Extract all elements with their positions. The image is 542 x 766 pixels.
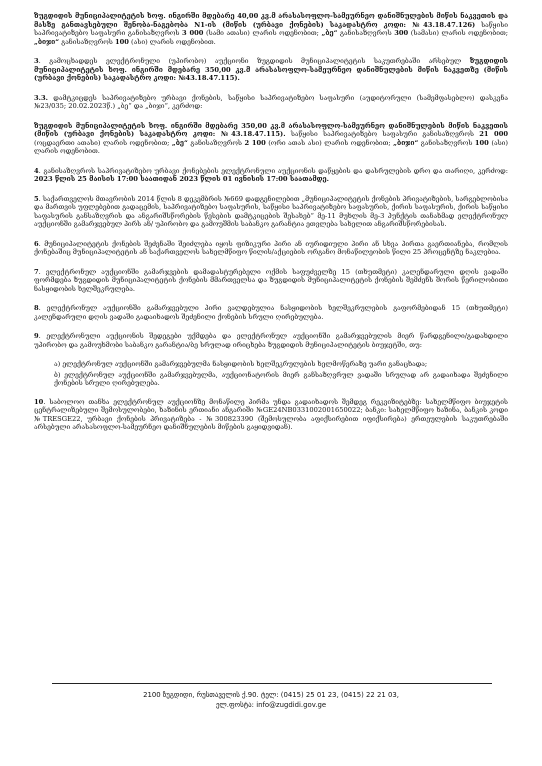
paragraph-8-text: . ელექტრონულ აუქციონში გამარჯვებული პირი ვალდებულია ნასყიდობის ხელშეკრულების გაფორმებიდან 15 (თხუთმეტი) კალენდარული დღის ვადაში გადაიხადოს შეძენილი ქონების სრული ღირებულება.: [34, 304, 508, 321]
paragraph-3-3: [34, 94, 508, 111]
paragraph-number: 7: [34, 267, 39, 276]
paragraph-3-3-details-text: (ასი) ლარის ოდენობით.: [34, 138, 508, 155]
paragraph-number: 6: [34, 239, 39, 248]
paragraph-intro-text: (სამი ათასი) ლარის ოდენობით;: [203, 29, 322, 37]
paragraph-intro-text: (სამასი) ლარის ოდენობით;: [408, 29, 508, 37]
paragraph-intro-subject: ზუგდიდის მუნიციპალიტეტის ხოფ. ინგირში მდებარე 40,00 კვ.მ არასასოფლო-სამეურნეო დანიშნულების მიწის ნაკვეთის და მასზე განთავსებული შენობა-ნაგებობა N1-ის (მიწის (ურბავი ქონების) საკადასტრო კოდი: №43.18.47.126): [34, 12, 508, 29]
paragraph-9-conditions: [34, 360, 508, 388]
paragraph-number: 10: [34, 397, 44, 406]
paragraph-number: 5: [34, 194, 39, 203]
footer-email-link[interactable]: info@zugdidi.gov.ge: [256, 701, 327, 709]
paragraph-3-3-details-text: განისაზღვროს: [418, 138, 475, 147]
paragraph-8: [34, 304, 508, 321]
page-footer: [0, 690, 542, 710]
paragraph-5-text: . საქართველოს მთავრობის 2014 წლის 8 დეკემბრის №669 დადგენილებით „მუნიციპალიტეტის ქონების პრივატიზების, სარგებლობისა და მართვის უფლებებით გადაცემის, საპრივატიზებო საფასურის, საწყისი საპრივატიზებო საფასურის, ქირის საფასურის, ქირის საწყისი საფასურის განსაზღვრის და ანგარიშსწორების წესების დამტკიცების შესახებ“ მე-11 მუხლის მე-3 პუნქტის თანახმად ელექტრონულ აუქციონში გამარჯვებულ პირს ან/ უპირობო და გამოუშმის საბანკო გარანტია ეთვლება სახელით ანგარიშსწორებისას.: [34, 194, 508, 228]
paragraph-number: 3.3.: [34, 93, 48, 102]
paragraph-number: 8: [34, 304, 39, 312]
paragraph-intro-text: განისაზღვროს: [337, 29, 395, 37]
paragraph-number: 3: [34, 57, 39, 65]
paragraph-3-3-text: დამტკიცდეს საპრივატიზებო ურბავი ქონების, საწყისი საპრივატიზებო საფასური (აუდიტორული (სამემფასებლო) დასკვნა №23/035; 20.02.2023წ.) „ბე“ და „ბიჯი“, კერძოდ:: [34, 93, 508, 110]
paragraph-3-3-details-text: (ორი ათას ასი) ლარის ოდენობით;: [265, 138, 394, 147]
price-start-1: 3 000: [182, 29, 204, 37]
paragraph-number: 9: [34, 332, 39, 340]
footer-address: 2100 ზუგდიდი, რუსთაველის ქ.90. ტელ: (0415) 25 01 23, (0415) 22 21 03,: [143, 691, 399, 699]
paragraph-3-text: . გამოცხადდეს ელექტრონული (უპირობო) აუქციონი ზუგდიდის მუნიციპალიტეტის საკუთრებაში არსებულ: [38, 57, 470, 65]
paragraph-9-text: . ელექტრონული აუქციონის შედეგები უქმდება და ელექტრონულ აუქციონში გამარჯვებულის მიერ წარდგენილი/გადახდილი უპირობო და გამოუხმობი საბანკო გარანტია/ბე სრულად ირიცხება ზუგდიდის მუნიციპალიტეტის ბიუჯეტში, თუ:: [34, 332, 508, 349]
paragraph-3-3-details-text: საწყისი საპრივატიზებო საფასური განისაზღვროს: [285, 130, 480, 138]
be-amount-2: 2 100: [244, 138, 266, 147]
auction-period: 2023 წლის 25 მაისის 17:00 საათიდან 2023 წლის 01 ივნისის 17:00 საათამდე.: [34, 175, 329, 183]
footer-email-label: ელ.ფოსტა:: [215, 701, 257, 709]
paragraph-6: [34, 240, 508, 257]
paragraph-4: [34, 167, 508, 184]
paragraph-6-text: . მუნიციპალიტეტის ქონების შეძენაში შეიძლება იყოს ფიზიკური პირი ან იურიდიული პირი ან სხვა პირთა გაერთიანება, რომლის ქონებაშიც მუნიციპალიტეტის ან საქართველოს სახელმწიფო წილის/აქციების ორგანო მონაწილეობის წილი 25 პროცენტზე ნაკლებია.: [34, 239, 508, 256]
paragraph-3-3-details-text: (ოცდაერთი ათასი) ლარის ოდენობით;: [34, 138, 172, 147]
paragraph-intro-text: განისაზღვროს: [59, 37, 115, 46]
list-item: ა) ელექტრონულ აუქციონში გამარჯვებულმა ნასყიდობის ხელშეკრულების ხელმოწერაზე უარი განაცხადა;: [54, 360, 428, 368]
be-amount-1: 300: [394, 29, 409, 37]
be-label-2: „ბე“: [171, 138, 188, 147]
step-label-1: „ბიჯი“: [34, 37, 60, 46]
paragraph-intro-text: (ასი) ლარის ოდენობით.: [128, 37, 216, 46]
paragraph-4-text: . განისაზღვროს საპრივატიზებო ურბავი ქონებების ელექტრონული აუქციონის დაწყების და დასრულების დრო და თარიღი, კერძოდ:: [38, 166, 508, 175]
paragraph-3-3-subject: ზუგდიდის მუნიციპალიტეტის ხოფ. ინგირში მდებარე 350,00 კვ.მ არასასოფლო-სამეურნეო დანიშნულების მიწის ნაკვეთის (მიწის (ურბავი ქონების) საკადასტრო კოდი: №43.18.47.115).: [34, 121, 508, 138]
step-amount-2: 100: [474, 138, 489, 147]
step-amount-1: 100: [114, 37, 129, 46]
document-body: [34, 12, 508, 443]
paragraph-10-text: . საბოლოო თანხა ელექტრონულ აუქციონზე მონაწილე პირმა უნდა გადაიხადოს შემდეგ რეკვიზიტებზე: სახელმწიფო ბიუჯეტის ცენტრალიზებული შემოსულობები, ხაზინის ერთიანი ანგარიში №GE24NB0331002001650022; ბანკი: სახელმწიფო ხაზინა, ბანკის კოდი №TRESGE22, ურბავი ქონების პრივატიზება - №300823390 (შემოსულობა აფიქსირებით იფიქსირება) ერთეულების საკუთრებაში არსებული არასასოფლო-სამეურნეო დანიშნულების მიწების გაყიდვიდან).: [34, 397, 508, 431]
paragraph-10: [34, 398, 508, 432]
paragraph-7: [34, 268, 508, 294]
paragraph-3-3-details-text: განისაზღვროს: [187, 138, 245, 147]
footer-contact: [0, 700, 542, 710]
paragraph-intro-text: საწყისი საპრივატიზებო საფასური განისაზღვროს: [34, 20, 508, 37]
paragraph-intro: [34, 12, 508, 46]
step-label-2: „ბიჯი“: [393, 138, 419, 147]
paragraph-3-3-details: [34, 122, 508, 156]
be-label-1: „ბე“: [321, 29, 338, 37]
paragraph-7-text: . ელექტრონულ აუქციონში გამარჯვების დამადასტურებელი ოქმის საფუძველზე 15 (თხუთმეტი) კალენდარული დღის ვადაში ფორმდება ზუგდიდის მუნიციპალიტეტის ქონების მმართველსა და ზუგდიდის მუნიციპალიტეტის ქონების შემძენს შორის წერილობითი ნასყიდობის ხელშეკრულება.: [34, 267, 508, 293]
list-item: ბ) ელექტრონულ აუქციონში გამარჯვებულმა, აუქციონატორის მიერ განსაზღვრულ ვადაში სრულად არ გადაიხადა შეძენილი ქონების სრული ღირებულება.: [54, 370, 508, 387]
paragraph-5: [34, 195, 508, 229]
paragraph-number: 4: [34, 166, 39, 175]
paragraph-9: [34, 332, 508, 349]
paragraph-3: [34, 57, 508, 83]
paragraph-3-subject: ზუგდიდის მუნიციპალიტეტის ხოფ. ინგირში მდებარე 350,00 კვ.მ არასასოფლო-სამეურნეო დანიშნულების მიწის ნაკვეთზე (მიწის (ურბავი ქონების) საკადასტრო კოდი: №43.18.47.115).: [34, 57, 508, 82]
footer-divider: [52, 683, 492, 684]
price-start-2: 21 000: [479, 130, 508, 138]
